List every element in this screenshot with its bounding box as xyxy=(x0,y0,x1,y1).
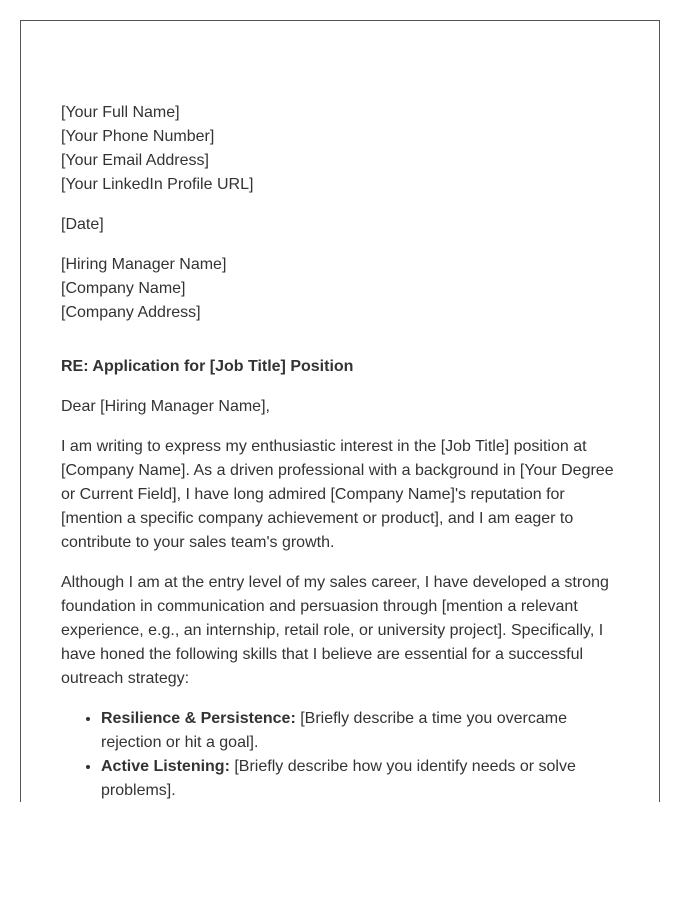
date-text: [Date] xyxy=(61,216,104,233)
skill-description: [Briefly describe a time you overcame rejection or hit a goal]. xyxy=(101,710,567,751)
letter-page xyxy=(20,20,660,802)
sender-phone: [Your Phone Number] xyxy=(61,128,215,145)
sender-full-name: [Your Full Name] xyxy=(61,104,180,121)
sender-email: [Your Email Address] xyxy=(61,152,209,169)
subject-line: RE: Application for [Job Title] Position xyxy=(61,358,354,375)
letter-content xyxy=(61,101,621,802)
skill-description: [Briefly describe how you identify needs or solve problems]. xyxy=(101,758,576,799)
recipient-address: [Company Address] xyxy=(61,304,201,321)
recipient-company: [Company Name] xyxy=(61,280,186,297)
letter-date xyxy=(61,213,621,237)
sender-linkedin: [Your LinkedIn Profile URL] xyxy=(61,176,254,193)
body-paragraph-2: Although I am at the entry level of my sales career, I have developed a strong foundation in communication and persuasion through [mention a relevant experience, e.g., an internship, retail role, or university project]. Specifically, I have honed the following skills that I believe are essential for a successful outreach strategy: xyxy=(61,574,609,687)
skill-item-listening xyxy=(101,755,621,802)
skill-item-resilience xyxy=(101,707,621,755)
body-paragraph-1: I am writing to express my enthusiastic interest in the [Job Title] position at [Company Name]. As a driven professional with a background in [Your Degree or Current Field], I have long admired [Company Name]'s reputation for [mention a specific company achievement or product], and I am eager to contribute to your sales team's growth. xyxy=(61,438,614,551)
salutation: Dear [Hiring Manager Name], xyxy=(61,398,270,415)
sender-info xyxy=(61,101,621,197)
skills-list xyxy=(61,707,621,802)
skill-title: Resilience & Persistence: xyxy=(101,710,296,727)
recipient-info xyxy=(61,253,621,325)
recipient-manager: [Hiring Manager Name] xyxy=(61,256,227,273)
skill-title: Active Listening: xyxy=(101,758,230,775)
